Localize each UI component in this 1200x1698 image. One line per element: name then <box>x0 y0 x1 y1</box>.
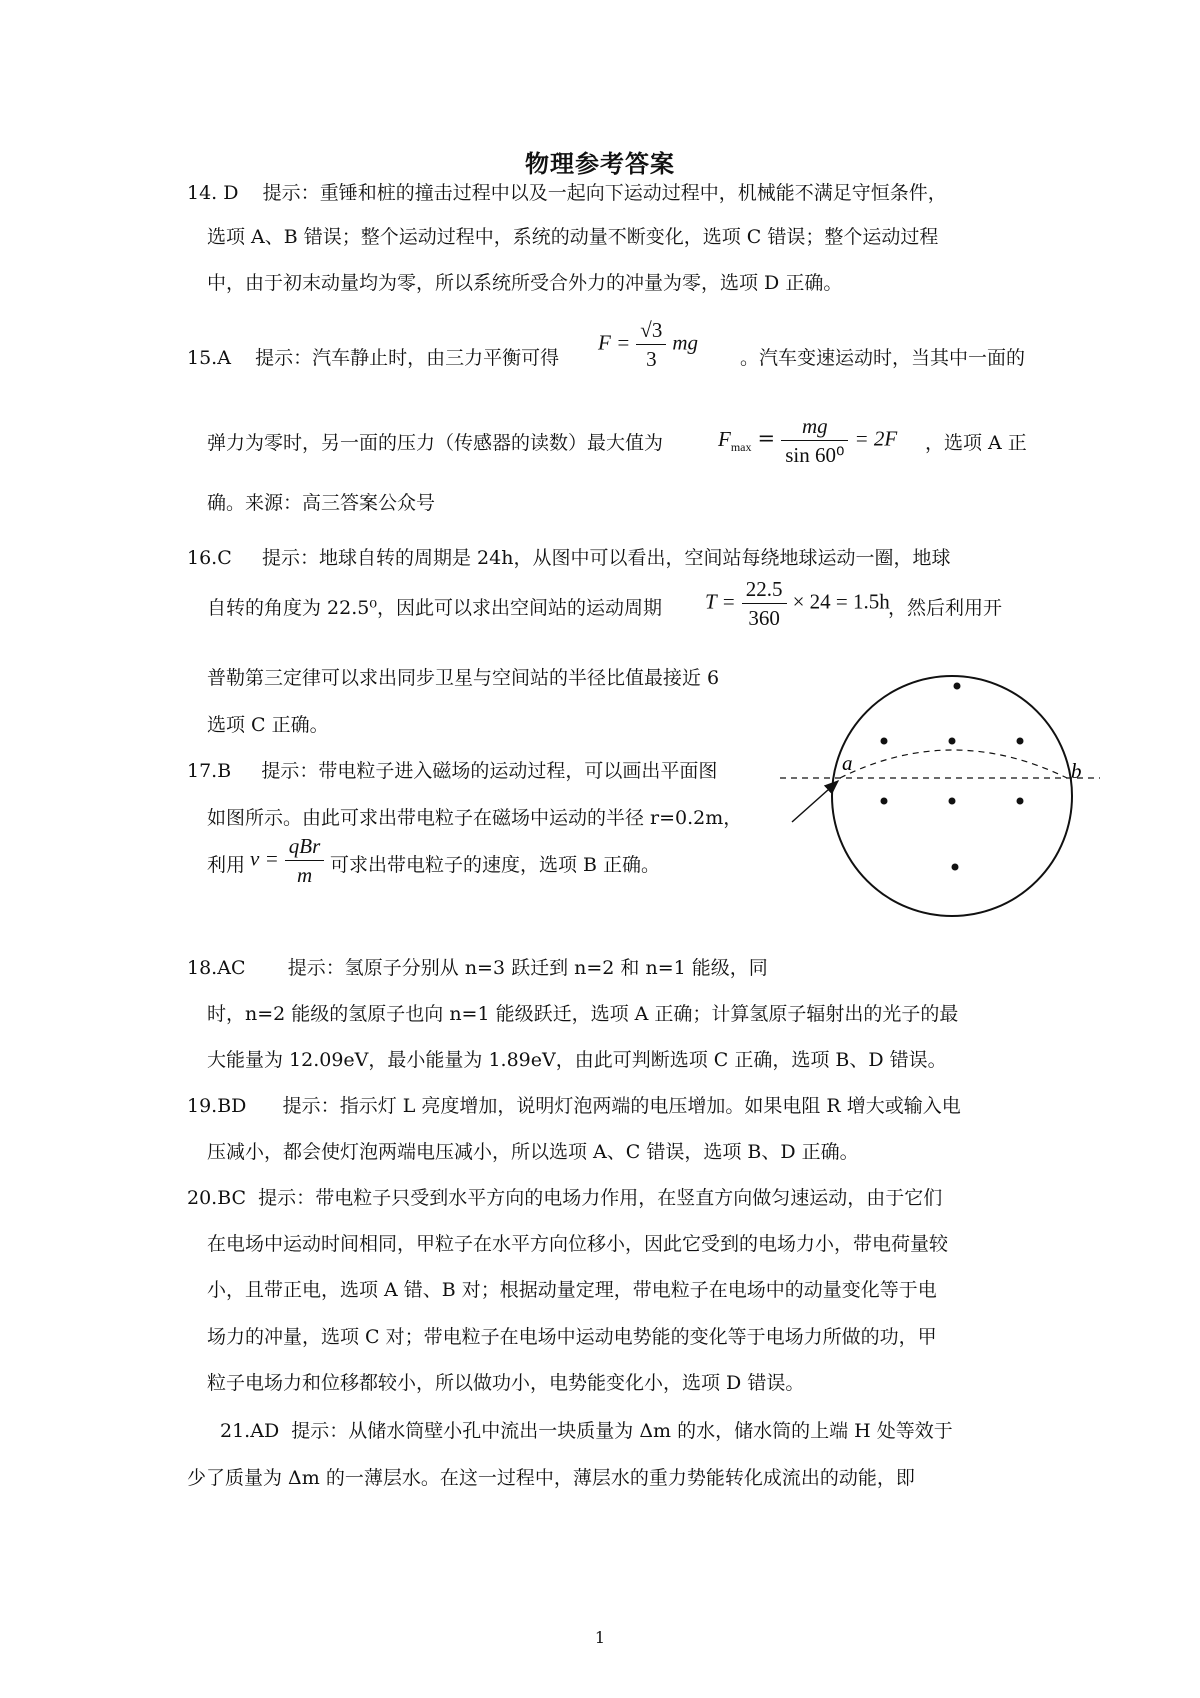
q21-tip-label: 提示： <box>291 1420 349 1442</box>
q15-tip-label: 提示： <box>255 347 313 369</box>
field-dot <box>949 738 956 745</box>
point-a-label: a <box>842 751 853 775</box>
q18-tip-label: 提示： <box>287 957 345 979</box>
q14-text-2: 选项 A、B 错误；整个运动过程中，系统的动量不断变化，选项 C 错误；整个运动过程 <box>207 226 939 248</box>
q15-text-2b: ，选项 A 正 <box>925 432 1027 454</box>
q20-text-4: 场力的冲量，选项 C 对；带电粒子在电场中运动电势能的变化等于电场力所做的功，甲 <box>207 1326 937 1348</box>
q19-text-1: 指示灯 L 亮度增加，说明灯泡两端的电压增加。如果电阻 R 增大或输入电 <box>339 1095 961 1117</box>
q15-f-denominator: 3 <box>646 347 657 371</box>
q21-text-1: 从储水筒壁小孔中流出一块质量为 Δm 的水，储水筒的上端 H 处等效于 <box>348 1420 953 1442</box>
q17-text-3b: 可求出带电粒子的速度，选项 B 正确。 <box>330 854 661 876</box>
q16-formula-t <box>705 577 890 630</box>
q17-v-numerator: qBr <box>285 834 325 861</box>
q15-fmax-denominator: sin 60⁰ <box>785 443 845 467</box>
q16-text-1: 地球自转的周期是 24h，从图中可以看出，空间站每绕地球运动一圈，地球 <box>318 547 951 569</box>
q16-text-4: 选项 C 正确。 <box>207 714 329 736</box>
field-dot <box>954 683 961 690</box>
q15-fmax-lhs <box>718 426 752 454</box>
q21-number: 21.AD <box>220 1420 280 1442</box>
q21-text-2: 少了质量为 Δm 的一薄层水。在这一过程中，薄层水的重力势能转化成流出的动能，即 <box>187 1467 915 1489</box>
q17-text-1: 带电粒子进入磁场的运动过程，可以画出平面图 <box>318 760 718 782</box>
q16-tip-label: 提示： <box>261 547 319 569</box>
q15-formula-f <box>598 318 698 371</box>
q15-fmax-subscript: max <box>730 439 752 454</box>
incident-velocity-arrow <box>792 781 838 822</box>
q14-text-1: 重锤和桩的撞击过程中以及一起向下运动过程中，机械能不满足守恒条件， <box>319 182 947 204</box>
q20-text-2: 在电场中运动时间相同，甲粒子在水平方向位移小，因此它受到的电场力小，带电荷量较 <box>207 1233 949 1255</box>
q17-number: 17.B <box>187 760 232 782</box>
q18-text-3: 大能量为 12.09eV，最小能量为 1.89eV，由此可判断选项 C 正确，选项 B、D 错误。 <box>207 1049 947 1071</box>
q16-number: 16.C <box>187 547 232 569</box>
q16-text-2b: ，然后利用开 <box>888 597 1003 619</box>
q19-line-1 <box>187 1093 961 1119</box>
q15-text-1a: 汽车静止时，由三力平衡可得 <box>312 347 560 369</box>
field-dot <box>881 738 888 745</box>
q15-number: 15.A <box>187 347 231 369</box>
q17-text-3a: 利用 <box>207 854 246 876</box>
q20-text-1: 带电粒子只受到水平方向的电场力作用，在竖直方向做匀速运动，由于它们 <box>315 1187 943 1209</box>
q14-tip-label: 提示： <box>262 182 320 204</box>
q16-line-1 <box>187 545 950 571</box>
q15-fmax-fraction <box>781 414 848 467</box>
magnetic-field-diagram <box>780 660 1100 950</box>
q15-text-2a: 弹力为零时，另一面的压力（传感器的读数）最大值为 <box>207 432 664 454</box>
q19-text-2: 压减小，都会使灯泡两端电压减小，所以选项 A、C 错误，选项 B、D 正确。 <box>207 1141 859 1163</box>
q17-line-1 <box>187 758 717 784</box>
q15-fmax-numerator: mg <box>781 414 848 441</box>
q17-text-2: 如图所示。由此可求出带电粒子在磁场中运动的半径 r=0.2m， <box>207 807 743 829</box>
q15-f-numerator: √3 <box>636 318 666 345</box>
q17-formula-v <box>250 834 324 887</box>
q20-line-1 <box>187 1185 942 1211</box>
field-dot <box>1017 798 1024 805</box>
field-dot <box>949 798 956 805</box>
q15-f-lhs: F = <box>598 330 631 355</box>
q15-fmax-rhs: = 2F <box>854 426 898 451</box>
q20-text-3: 小，且带正电，选项 A 错、B 对；根据动量定理，带电粒子在电场中的动量变化等于电 <box>207 1279 937 1301</box>
q16-t-lhs: T = <box>705 589 736 614</box>
page-number: 1 <box>594 1628 606 1647</box>
q17-v-denominator: m <box>296 863 313 887</box>
field-dot <box>881 798 888 805</box>
q16-text-3: 普勒第三定律可以求出同步卫星与空间站的半径比值最接近 6 <box>207 667 720 689</box>
q16-t-rhs: × 24 = 1.5h <box>792 589 890 614</box>
field-dots <box>881 683 1024 871</box>
q16-t-fraction <box>742 577 787 630</box>
q20-number: 20.BC <box>187 1187 247 1209</box>
field-dot <box>952 864 959 871</box>
q14-text-3: 中，由于初末动量均为零，所以系统所受合外力的冲量为零，选项 D 正确。 <box>207 272 843 294</box>
q19-number: 19.BD <box>187 1095 247 1117</box>
q15-f-fraction <box>636 318 666 371</box>
field-boundary-circle <box>832 676 1072 916</box>
q18-number: 18.AC <box>187 957 246 979</box>
q14-number: 14. D <box>187 182 239 204</box>
q14-line-1 <box>187 180 947 206</box>
q21-line-1 <box>220 1418 953 1444</box>
page-title: 物理参考答案 <box>525 150 675 178</box>
q16-text-2a: 自转的角度为 22.5⁰，因此可以求出空间站的运动周期 <box>207 597 662 619</box>
q18-text-1: 氢原子分别从 n=3 跃迁到 n=2 和 n=1 能级，同 <box>344 957 768 979</box>
q16-t-denominator: 360 <box>748 606 780 630</box>
q15-text-1b: 。汽车变速运动时，当其中一面的 <box>740 347 1026 369</box>
q15-line-1 <box>187 345 559 371</box>
q16-t-numerator: 22.5 <box>742 577 787 604</box>
q17-tip-label: 提示： <box>261 760 319 782</box>
particle-trajectory-arc <box>840 750 1067 778</box>
q15-fmax-symbol: F <box>718 426 731 451</box>
q15-f-mg: mg <box>672 330 699 355</box>
field-dot <box>1017 738 1024 745</box>
q17-v-lhs: v = <box>250 846 279 871</box>
q18-line-1 <box>187 955 768 981</box>
q15-text-3: 确。来源：高三答案公众号 <box>207 492 436 514</box>
q18-text-2: 时，n=2 能级的氢原子也向 n=1 能级跃迁，选项 A 正确；计算氢原子辐射出的光子的最 <box>207 1003 959 1025</box>
q20-tip-label: 提示： <box>258 1187 316 1209</box>
q19-tip-label: 提示： <box>282 1095 340 1117</box>
q17-v-fraction <box>285 834 325 887</box>
q20-text-5: 粒子电场力和位移都较小，所以做功小，电势能变化小，选项 D 错误。 <box>207 1372 805 1394</box>
point-b-label: b <box>1071 759 1082 783</box>
q15-formula-fmax: $F_{max}$ = $\frac{mg}{\text{sin 60⁰}}$ = 2F <box>718 414 898 467</box>
